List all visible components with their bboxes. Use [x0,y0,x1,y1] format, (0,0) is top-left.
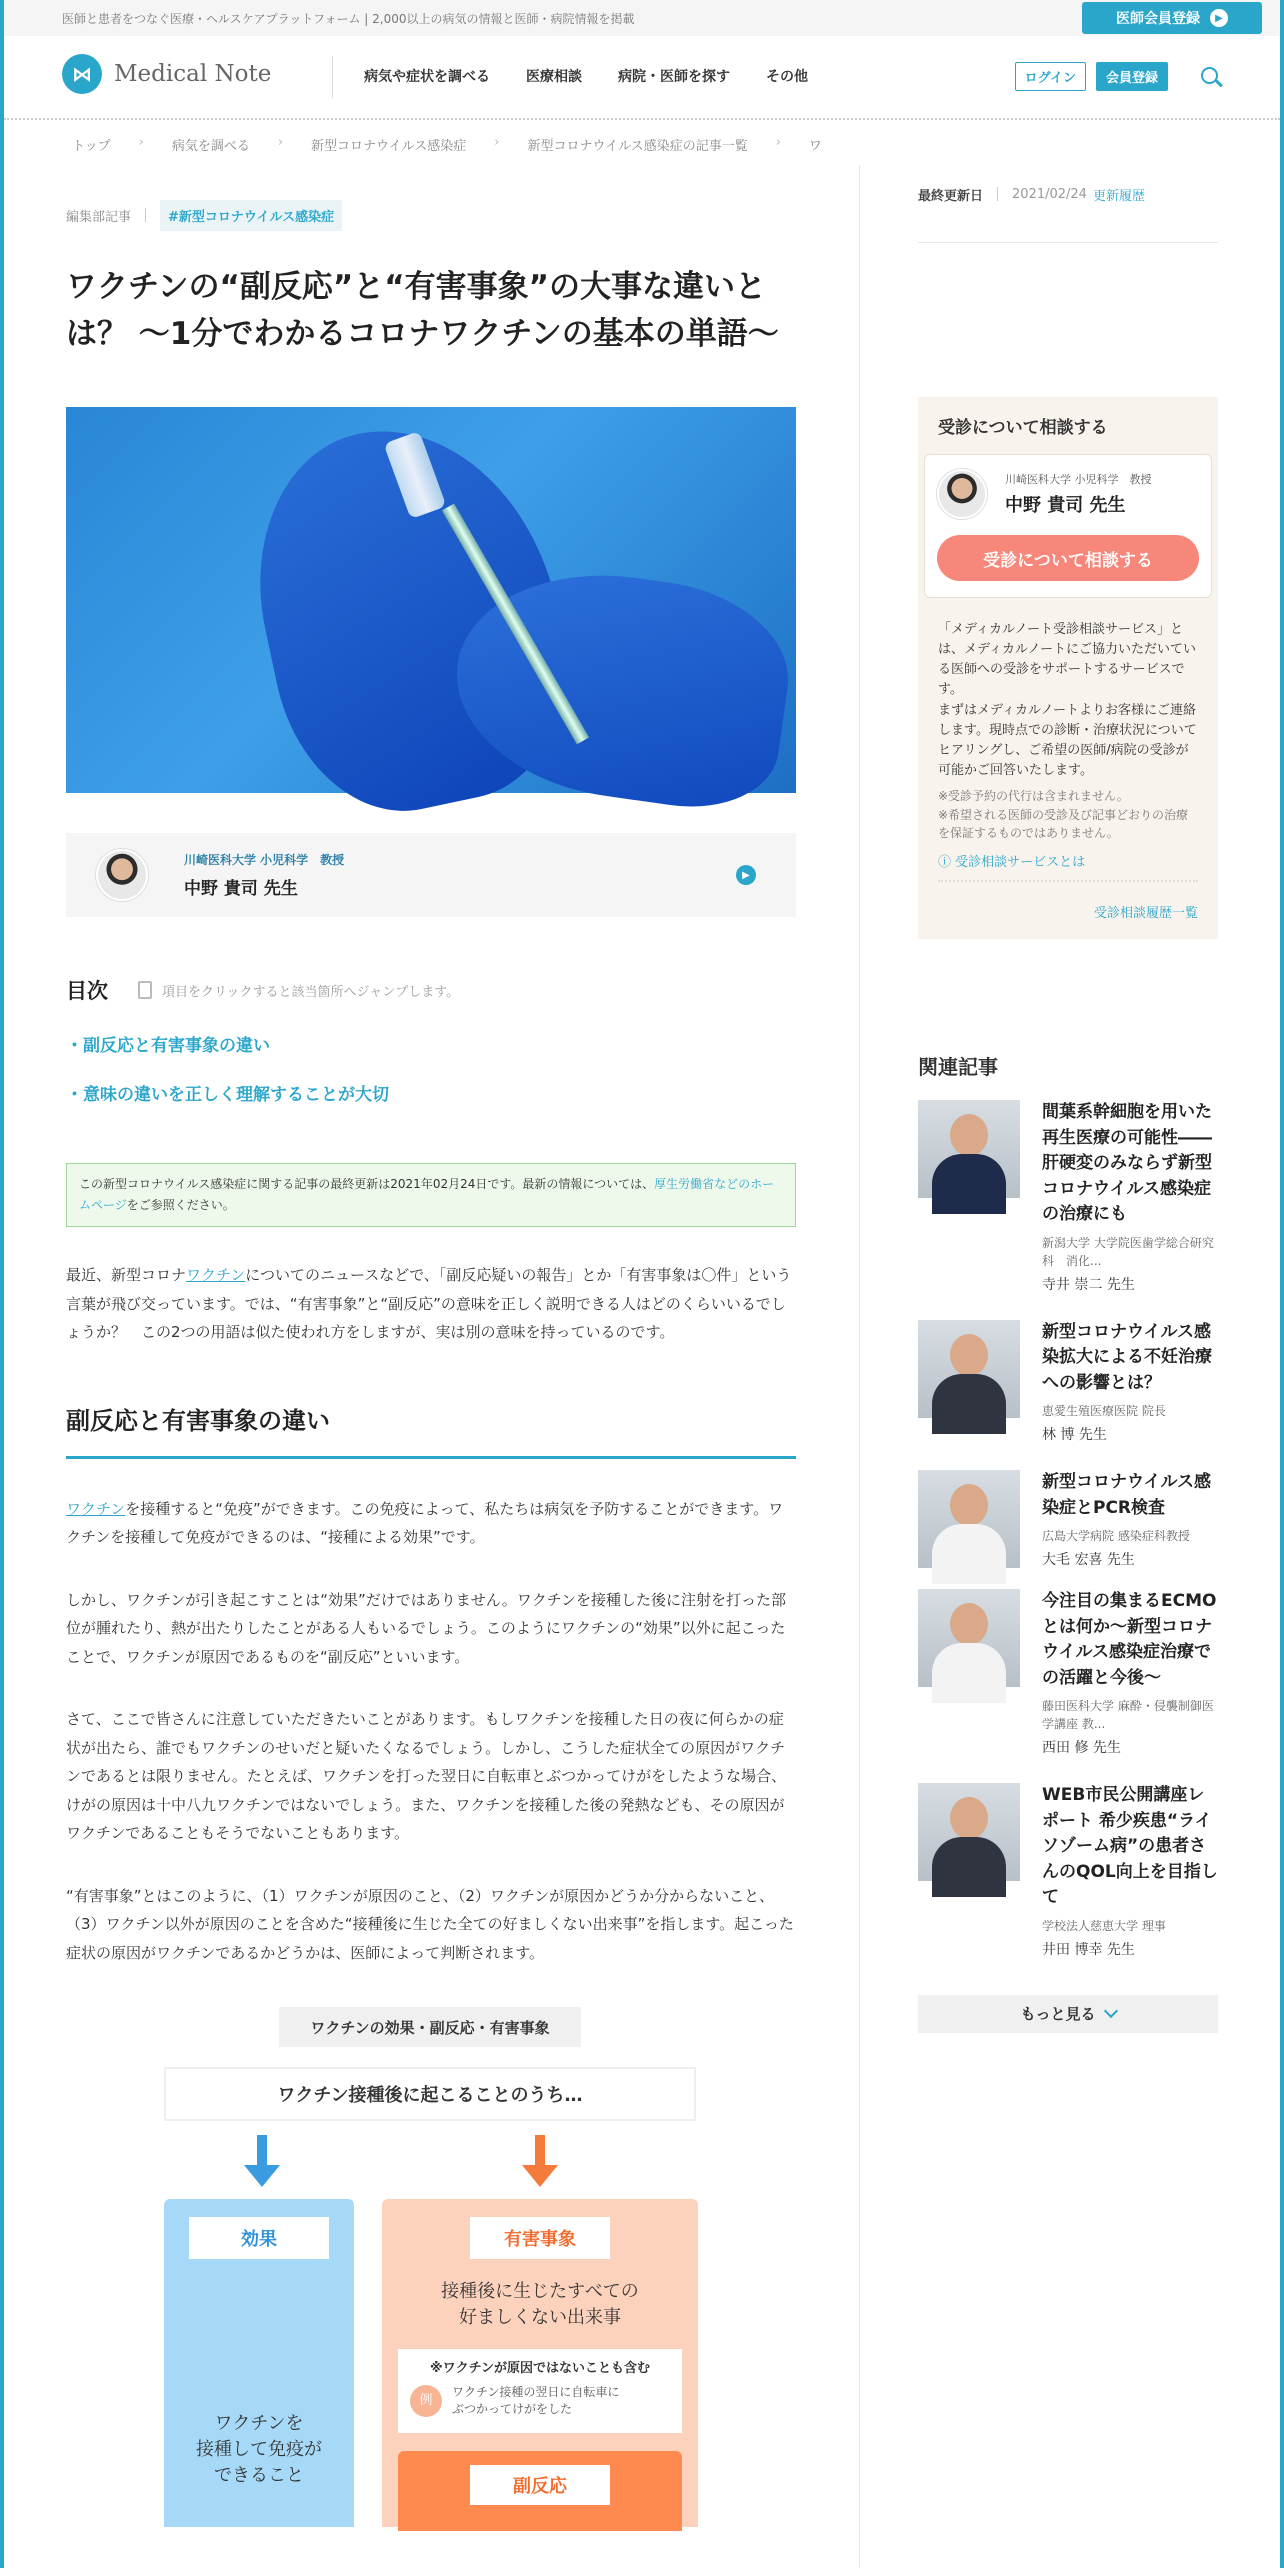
related-affiliation: 藤田医科大学 麻酔・侵襲制御医学講座 教... [1042,1699,1214,1731]
p1-text: を接種すると“免疫”ができます。この免疫によって、私たちは病気を予防することができます。ワクチンを接種して免疫ができるのは、“接種による効果”です。 [66,1499,784,1546]
related-text [1042,1470,1218,1569]
nav-item-hospitals[interactable]: 病院・医師を探す [618,69,730,85]
article-thumbnail [918,1100,1020,1198]
meta-divider [997,187,998,201]
breadcrumb-separator: › [138,135,144,150]
toc-list [66,1031,796,1105]
related-article-title: 今注目の集まるECMOとは何か〜新型コロナウイルス感染症治療での活躍と今後〜 [1042,1591,1217,1688]
toc-hint-text: 項目をクリックすると該当箇所へジャンプします。 [162,984,460,1000]
divider [938,880,1198,882]
consult-description: 「メディカルノート受診相談サービス」とは、メディカルノートにご協力いただいている医師への受診をサポートするサービスです。 まずはメディカルノートよりお客様にご連絡します。現時点での診断・治療状況についてヒアリングし、ご希望の医師/病院の受診が可能かご回答いたします。 [938,622,1197,778]
main-nav [364,66,808,86]
updated-date: 2021/02/24 [1012,186,1087,202]
breadcrumb-item[interactable]: 新型コロナウイルス感染症の記事一覧 [527,139,748,154]
body-paragraph: “有害事象”とはこのように、（1）ワクチンが原因のこと、（2）ワクチンが原因かどうか分からないこと、（3）ワクチン以外が原因のことを含めた“接種後に生じた全ての好ましくない出来事”を指します。起こった症状の原因がワクチンであるかどうかは、医師によって判断されます。 [66,1886,794,1962]
related-article-title: 間葉系幹細胞を用いた再生医療の可能性――肝硬変のみならず新型コロナウイルス感染症の治療にも [1042,1102,1212,1224]
consult-history-link[interactable]: 受診相談履歴一覧 [1093,906,1198,921]
consult-doctor-card [924,454,1212,598]
consult-button[interactable]: 受診について相談する [937,535,1199,581]
related-doctor-name: 井田 博幸 先生 [1042,1941,1135,1958]
diagram-title: ワクチンの効果・副反応・有害事象 [279,2007,581,2047]
toc-title: 目次 [66,979,108,1003]
adverse-event-box [382,2199,698,2527]
arrow-down-icon [244,2165,280,2187]
adverse-example-box [398,2349,682,2433]
doctor-register-button[interactable] [1082,2,1262,34]
breadcrumb-separator: › [494,135,500,150]
clipboard-icon [138,981,152,999]
body-paragraph: しかし、ワクチンが引き起こすことは“効果”だけではありません。ワクチンを接種した後に注射を打った部位が腫れたり、熱が出たりしたことがある人もいるでしょう。このようにワクチンの“効果”以外に起こったことで、ワクチンが原因であるものを“副反応”といいます。 [66,1590,786,1666]
doctor-affiliation: 川崎医科大学 小児科学 教授 [1005,473,1152,486]
adverse-label: 有害事象 [470,2217,610,2259]
notice-text: この新型コロナウイルス感染症に関する記事の最終更新は2021年02月24日です。最新の情報については、 [79,1177,655,1191]
toc-hint [138,981,459,1000]
breadcrumb-item[interactable]: 新型コロナウイルス感染症 [311,139,467,154]
chevron-right-icon[interactable]: ▶ [736,865,756,885]
top-bar [4,0,1280,36]
related-doctor-name: 西田 修 先生 [1042,1740,1121,1756]
header-actions [1015,62,1222,91]
related-articles [918,1051,1218,2033]
breadcrumb-current: ワ [808,139,822,154]
related-affiliation: 広島大学病院 感染症科教授 [1042,1529,1190,1543]
adverse-text: 接種後に生じたすべての 好ましくない出来事 [441,2281,639,2329]
page-title: ワクチンの“副反応”と“有害事象”の大事な違いとは？ 〜1分でわかるコロナワクチンの基本の単語〜 [66,269,779,352]
vaccine-link[interactable]: ワクチン [186,1266,246,1284]
doctor-name: 中野 貴司 先生 [1005,495,1126,516]
author-name: 中野 貴司 先生 [184,879,298,899]
effect-text: ワクチンを 接種して免疫が できること [196,2413,322,2487]
article-thumbnail [918,1783,1020,1881]
consult-title: 受診について相談する [938,418,1108,438]
related-doctor-name: 寺井 崇二 先生 [1042,1276,1135,1293]
avatar [96,849,148,901]
related-doctor-name: 林 博 先生 [1042,1427,1107,1443]
breadcrumb-item[interactable]: トップ [72,139,111,154]
article-thumbnail [918,1320,1020,1418]
notice-tail: をご参照ください。 [126,1198,235,1212]
notice-link[interactable]: 厚生労働省などのホームページ [79,1177,775,1212]
adverse-example [410,2384,670,2418]
column-divider [859,165,860,2568]
intro-post: についてのニュースなどで、「副反応疑いの報告」とか「有害事象は〇件」という言葉が飛び交っています。では、“有害事象”と“副反応”の意味を正しく説明できる人はどのくらいいるでしょうか？ この2つの用語は似た使われ方をしますが、実は別の意味を持っているのです。 [66,1266,792,1341]
site-header [4,36,1280,120]
breadcrumb-item[interactable]: 病気を調べる [171,139,250,154]
related-text [1042,1320,1218,1445]
adverse-note: ※ワクチンが原因ではないことも含む [430,2361,650,2377]
list-item[interactable] [918,1100,1218,1294]
update-history-link[interactable]: 更新履歴 [1092,188,1145,204]
vaccine-diagram [66,2007,796,2527]
consult-note: ※受診予約の代行は含まれません。 ※希望される医師の受診及び記事どおりの治療を保証するものではありません。 [938,789,1189,841]
list-item[interactable] [918,1589,1218,1757]
meta-divider [145,208,146,222]
category-tag[interactable]: #新型コロナウイルス感染症 [160,200,342,231]
article-meta [66,200,796,230]
toc-item[interactable]: ・ 副反応と有害事象の違い [66,1031,796,1056]
article-thumbnail [918,1470,1020,1568]
nav-item-other[interactable]: その他 [766,69,808,85]
chevron-down-icon [1103,2003,1117,2017]
related-text [1042,1100,1218,1294]
effect-label: 効果 [189,2217,329,2259]
effect-box [164,2199,354,2527]
last-updated [918,180,1218,208]
related-affiliation: 学校法人慈恵大学 理事 [1042,1918,1166,1933]
related-doctor-name: 大毛 宏喜 先生 [1042,1552,1135,1568]
arrow-down-icon [522,2165,558,2187]
site-tagline: 医師と患者をつなぐ医療・ヘルスケアプラットフォーム | 2,000以上の病気の情報と医師・病院情報を掲載 [62,12,635,26]
table-of-contents [66,975,796,1105]
doctor-register-label: 医師会員登録 [1116,11,1200,27]
related-article-title: 新型コロナウイルス感染症とPCR検査 [1042,1472,1211,1518]
author-affiliation: 川崎医科大学 小児科学 教授 [184,853,345,867]
logo-text: Medical Note [114,61,272,87]
search-icon[interactable] [1200,66,1222,88]
section-heading: 副反応と有害事象の違い [66,1401,796,1459]
body-paragraph [66,1495,796,1552]
intro-paragraph [66,1261,796,1347]
show-more-button[interactable] [918,1995,1218,2033]
list-item[interactable] [918,1470,1218,1569]
related-text [1042,1783,1218,1959]
login-button[interactable]: ログイン [1015,62,1086,91]
toc-header [66,975,796,1005]
related-affiliation: 恵愛生殖医療医院 院長 [1042,1404,1166,1418]
diagram-subtitle: ワクチン接種後に起こることのうち… [164,2067,696,2121]
breadcrumb [72,135,822,154]
hero-image [66,407,796,793]
list-item[interactable] [918,1320,1218,1445]
divider [918,242,1218,243]
consult-panel [918,397,1218,939]
breadcrumb-separator: › [775,135,781,150]
related-article-title: WEB市民公開講座レポート 希少疾患“ライソゾーム病”の患者さんのQOL向上を目指して [1042,1785,1218,1907]
updated-label: 最終更新日 [918,188,984,204]
logo[interactable] [62,54,271,94]
article-thumbnail [918,1589,1020,1687]
nav-item-diseases[interactable]: 病気や症状を調べる [364,69,490,85]
related-affiliation: 新潟大学 大学院医歯学総合研究科 消化... [1042,1235,1214,1268]
related-article-title: 新型コロナウイルス感染拡大による不妊治療への影響とは？ [1042,1321,1212,1393]
example-badge: 例 [410,2385,442,2417]
chevron-right-icon: ▶ [1210,9,1228,27]
author-info [184,851,344,899]
toc-item[interactable]: ・ 意味の違いを正しく理解することが大切 [66,1080,796,1105]
list-item[interactable] [918,1783,1218,1959]
side-reaction-box [398,2451,682,2531]
related-text [1042,1589,1218,1757]
article-type: 編集部記事 [66,209,132,225]
header-divider [332,56,333,98]
side-reaction-label: 副反応 [470,2465,610,2505]
vaccine-link[interactable]: ワクチン [66,1499,126,1518]
consult-info-link[interactable]: ⓘ 受診相談サービスとは [938,854,1086,870]
author-card[interactable] [66,833,796,917]
show-more-label: もっと見る [1020,2005,1096,2023]
signup-button[interactable]: 会員登録 [1096,62,1168,91]
logo-mark-icon: ⋈ [62,54,102,94]
breadcrumb-separator: › [277,135,284,150]
body-paragraph: さて、ここで皆さんに注意していただきたいことがあります。もしワクチンを接種した日の夜に何らかの症状が出たら、誰でもワクチンのせいだと疑いたくなるでしょう。しかし、こうした症状全ての原因がワクチンであるとは限りません。たとえば、ワクチンを打った翌日に自転車とぶつかってけがをしたような場合、けがの原因は十中八九ワクチンではないでしょう。また、ワクチンを接種した後の発熱なども、その原因がワクチンであることもそうでないこともあります。 [66,1710,787,1842]
article-main [66,200,796,2527]
sidebar [918,180,1218,2033]
intro-pre: 最近、新型コロナ [66,1266,187,1284]
nav-item-consultation[interactable]: 医療相談 [526,69,582,85]
example-text: ワクチン接種の翌日に自転車に ぶつかってけがをした [452,2385,620,2416]
related-title: 関連記事 [918,1055,998,1079]
update-notice [66,1163,796,1227]
avatar [937,469,987,519]
